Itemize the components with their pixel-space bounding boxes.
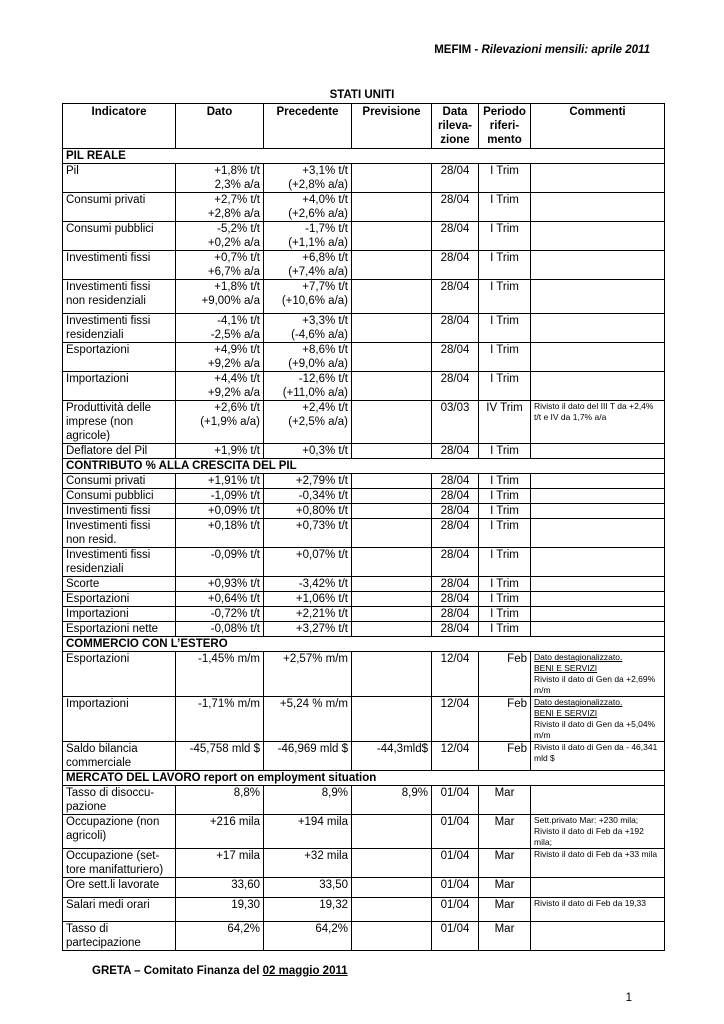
cell-precedente: 8,9% — [264, 786, 352, 815]
cell-precedente — [264, 372, 352, 401]
table-body — [63, 149, 665, 951]
cell-periodo: IV Trim — [479, 401, 531, 444]
cell-dato — [176, 193, 264, 222]
cell-precedente: +0,73% t/t — [264, 519, 352, 548]
cell-data: 03/03 — [432, 401, 479, 444]
cell-precedente-line1: +3,3% t/t — [302, 315, 348, 327]
cell-previsione — [352, 697, 432, 742]
cell-dato — [176, 343, 264, 372]
cell-indicatore: Investimenti fissi non resid. — [63, 519, 176, 548]
cell-periodo: I Trim — [479, 577, 531, 592]
cell-indicatore: Occupazione (non agricoli) — [63, 815, 176, 849]
cell-precedente — [264, 343, 352, 372]
col-data-rilevazione: Data rileva-zione — [432, 104, 479, 149]
cell-precedente-line2: (+2,8% a/a) — [288, 179, 348, 191]
section-commercio — [63, 637, 665, 652]
cell-data: 12/04 — [432, 652, 479, 697]
cell-dato: -0,72% t/t — [176, 607, 264, 622]
cell-commenti — [531, 251, 665, 280]
cell-precedente-line2: (+7,4% a/a) — [288, 266, 348, 278]
cell-data: 28/04 — [432, 193, 479, 222]
cell-precedente-line2: (+2,6% a/a) — [288, 208, 348, 220]
cell-dato-line1: +1,8% t/t — [214, 281, 260, 293]
cell-dato-line1: +4,9% t/t — [214, 344, 260, 356]
cell-data: 01/04 — [432, 878, 479, 898]
cell-commenti — [531, 878, 665, 898]
cell-indicatore: Consumi pubblici — [63, 222, 176, 251]
cell-indicatore: Importazioni — [63, 607, 176, 622]
cell-precedente: +1,06% t/t — [264, 592, 352, 607]
table-row — [63, 577, 665, 592]
footer-date: 02 maggio 2011 — [262, 965, 348, 977]
cell-dato-line2: +0,2% a/a — [207, 237, 260, 249]
cell-dato: +1,91% t/t — [176, 474, 264, 489]
cell-dato: +0,64% t/t — [176, 592, 264, 607]
cell-previsione — [352, 193, 432, 222]
cell-previsione — [352, 652, 432, 697]
cell-dato — [176, 222, 264, 251]
cell-periodo: I Trim — [479, 622, 531, 637]
cell-precedente: 64,2% — [264, 922, 352, 951]
col-previsione: Previsione — [352, 104, 432, 149]
cell-commenti — [531, 922, 665, 951]
cell-previsione — [352, 622, 432, 637]
cell-precedente — [264, 280, 352, 314]
cell-commenti — [531, 444, 665, 459]
cell-commenti — [531, 607, 665, 622]
comment-line2: BENI E SERVIZI — [534, 663, 598, 673]
cell-previsione — [352, 222, 432, 251]
cell-data: 28/04 — [432, 577, 479, 592]
cell-periodo: I Trim — [479, 474, 531, 489]
cell-precedente-line1: +2,4% t/t — [302, 402, 348, 414]
table-row — [63, 251, 665, 280]
cell-dato-line2: +9,00% a/a — [201, 295, 260, 307]
cell-precedente: 33,50 — [264, 878, 352, 898]
cell-dato: +0,09% t/t — [176, 504, 264, 519]
cell-periodo: I Trim — [479, 372, 531, 401]
table-row — [63, 372, 665, 401]
footer — [92, 965, 348, 977]
cell-previsione — [352, 372, 432, 401]
col-dato: Dato — [176, 104, 264, 149]
cell-data: 28/04 — [432, 548, 479, 577]
cell-commenti — [531, 193, 665, 222]
cell-indicatore: Investimenti fissi residenziali — [63, 548, 176, 577]
cell-precedente-line1: -12,6% t/t — [298, 373, 348, 385]
table-row — [63, 444, 665, 459]
cell-commenti: Rivisto il dato di Feb da +33 mila — [531, 849, 665, 878]
cell-precedente: -46,969 mld $ — [264, 742, 352, 771]
cell-data: 28/04 — [432, 251, 479, 280]
cell-periodo: Feb — [479, 742, 531, 771]
cell-previsione — [352, 548, 432, 577]
cell-dato-line1: +2,7% t/t — [214, 194, 260, 206]
indicators-table — [62, 103, 665, 951]
cell-precedente — [264, 222, 352, 251]
table-row — [63, 343, 665, 372]
cell-periodo: I Trim — [479, 607, 531, 622]
cell-periodo: Mar — [479, 922, 531, 951]
footer-prefix: GRETA – Comitato Finanza del — [92, 965, 263, 977]
cell-indicatore: Saldo bilancia commerciale — [63, 742, 176, 771]
cell-previsione — [352, 519, 432, 548]
cell-dato: +0,18% t/t — [176, 519, 264, 548]
cell-data: 01/04 — [432, 898, 479, 922]
cell-dato — [176, 164, 264, 193]
cell-indicatore: Esportazioni nette — [63, 622, 176, 637]
cell-dato-line1: +4,4% t/t — [214, 373, 260, 385]
table-row — [63, 898, 665, 922]
cell-precedente — [264, 251, 352, 280]
cell-dato: 8,8% — [176, 786, 264, 815]
cell-commenti — [531, 548, 665, 577]
cell-periodo: I Trim — [479, 519, 531, 548]
cell-dato-line1: -4,1% t/t — [217, 315, 260, 327]
cell-previsione — [352, 922, 432, 951]
cell-previsione — [352, 849, 432, 878]
col-commenti: Commenti — [531, 104, 665, 149]
col-periodo: Periodo riferi-mento — [479, 104, 531, 149]
cell-dato-line1: +0,7% t/t — [214, 252, 260, 264]
cell-indicatore: Salari medi orari — [63, 898, 176, 922]
cell-precedente-line2: (+10,6% a/a) — [281, 295, 348, 307]
cell-precedente — [264, 164, 352, 193]
cell-precedente-line1: -1,7% t/t — [305, 223, 348, 235]
cell-dato-line1: -5,2% t/t — [217, 223, 260, 235]
comment-line3: Rivisto il dato di Gen da +5,04% m/m — [534, 719, 656, 740]
page-header — [434, 44, 650, 56]
cell-previsione: 8,9% — [352, 786, 432, 815]
cell-previsione — [352, 343, 432, 372]
cell-commenti — [531, 652, 665, 697]
cell-precedente-line2: (+1,1% a/a) — [288, 237, 348, 249]
cell-data: 28/04 — [432, 444, 479, 459]
cell-commenti — [531, 786, 665, 815]
cell-indicatore: Investimenti fissi — [63, 251, 176, 280]
cell-dato: 64,2% — [176, 922, 264, 951]
cell-precedente: +2,57% m/m — [264, 652, 352, 697]
cell-data: 28/04 — [432, 504, 479, 519]
table-row — [63, 786, 665, 815]
cell-previsione — [352, 444, 432, 459]
cell-dato — [176, 280, 264, 314]
cell-periodo: Mar — [479, 815, 531, 849]
cell-periodo: I Trim — [479, 548, 531, 577]
cell-data: 28/04 — [432, 343, 479, 372]
section-lavoro-label: MERCATO DEL LAVORO report on employment situation — [63, 771, 665, 786]
cell-data: 28/04 — [432, 622, 479, 637]
table-row — [63, 652, 665, 697]
cell-precedente: +194 mila — [264, 815, 352, 849]
cell-commenti — [531, 372, 665, 401]
section-contributo — [63, 459, 665, 474]
table-row — [63, 878, 665, 898]
cell-dato — [176, 372, 264, 401]
cell-periodo: I Trim — [479, 251, 531, 280]
cell-commenti — [531, 519, 665, 548]
cell-commenti — [531, 592, 665, 607]
cell-dato-line2: (+1,9% a/a) — [200, 416, 260, 428]
header-org: MEFIM - — [434, 44, 482, 56]
table-row — [63, 622, 665, 637]
cell-previsione — [352, 577, 432, 592]
cell-indicatore: Importazioni — [63, 697, 176, 742]
table-row — [63, 474, 665, 489]
cell-data: 12/04 — [432, 697, 479, 742]
cell-periodo: Mar — [479, 849, 531, 878]
cell-indicatore: Esportazioni — [63, 343, 176, 372]
cell-dato: -1,45% m/m — [176, 652, 264, 697]
cell-data: 01/04 — [432, 922, 479, 951]
table-row — [63, 401, 665, 444]
cell-precedente: -0,34% t/t — [264, 489, 352, 504]
cell-previsione — [352, 314, 432, 343]
page-number: 1 — [625, 992, 632, 1004]
cell-dato: 19,30 — [176, 898, 264, 922]
cell-indicatore: Investimenti fissi residenziali — [63, 314, 176, 343]
table-row — [63, 849, 665, 878]
cell-precedente — [264, 193, 352, 222]
cell-previsione — [352, 815, 432, 849]
cell-indicatore: Consumi privati — [63, 193, 176, 222]
comment-line2: BENI E SERVIZI — [534, 708, 598, 718]
cell-periodo: I Trim — [479, 489, 531, 504]
table-row — [63, 164, 665, 193]
cell-commenti — [531, 577, 665, 592]
cell-previsione — [352, 401, 432, 444]
cell-periodo: I Trim — [479, 444, 531, 459]
cell-commenti — [531, 504, 665, 519]
table-row — [63, 280, 665, 314]
cell-precedente — [264, 401, 352, 444]
cell-indicatore: Ore sett.li lavorate — [63, 878, 176, 898]
cell-periodo: I Trim — [479, 504, 531, 519]
cell-commenti: Rivisto il dato di Feb da 19,33 — [531, 898, 665, 922]
cell-precedente: 19,32 — [264, 898, 352, 922]
cell-periodo: I Trim — [479, 592, 531, 607]
cell-dato-line1: +1,8% t/t — [214, 165, 260, 177]
col-precedente: Precedente — [264, 104, 352, 149]
section-commercio-label: COMMERCIO CON L’ESTERO — [63, 637, 665, 652]
cell-indicatore: Pil — [63, 164, 176, 193]
cell-dato-line2: +6,7% a/a — [207, 266, 260, 278]
cell-previsione: -44,3mld$ — [352, 742, 432, 771]
table-row — [63, 504, 665, 519]
cell-data: 28/04 — [432, 489, 479, 504]
table-row — [63, 222, 665, 251]
cell-commenti — [531, 222, 665, 251]
cell-dato: +0,93% t/t — [176, 577, 264, 592]
cell-commenti — [531, 622, 665, 637]
cell-data: 01/04 — [432, 849, 479, 878]
cell-dato-line2: +9,2% a/a — [207, 387, 260, 399]
cell-previsione — [352, 592, 432, 607]
cell-data: 01/04 — [432, 815, 479, 849]
cell-precedente: +0,80% t/t — [264, 504, 352, 519]
cell-precedente-line1: +7,7% t/t — [302, 281, 348, 293]
cell-periodo: Mar — [479, 878, 531, 898]
cell-precedente-line2: (+11,0% a/a) — [282, 387, 348, 399]
cell-precedente: +3,27% t/t — [264, 622, 352, 637]
cell-indicatore: Tasso di disoccu-pazione — [63, 786, 176, 815]
cell-periodo: I Trim — [479, 222, 531, 251]
table-row — [63, 519, 665, 548]
cell-dato: 33,60 — [176, 878, 264, 898]
cell-dato — [176, 401, 264, 444]
cell-periodo: I Trim — [479, 164, 531, 193]
cell-periodo: I Trim — [479, 343, 531, 372]
cell-dato-line2: -2,5% a/a — [210, 329, 260, 341]
cell-precedente: +32 mila — [264, 849, 352, 878]
cell-indicatore: Investimenti fissi non residenziali — [63, 280, 176, 314]
comment-line1: Dato destagionalizzato. — [534, 652, 623, 662]
cell-data: 12/04 — [432, 742, 479, 771]
section-contributo-label: CONTRIBUTO % ALLA CRESCITA DEL PIL — [63, 459, 665, 474]
cell-indicatore: Deflatore del Pil — [63, 444, 176, 459]
cell-precedente-line2: (-4,6% a/a) — [291, 329, 348, 341]
cell-dato-line2: 2,3% a/a — [214, 179, 260, 191]
cell-indicatore: Consumi pubblici — [63, 489, 176, 504]
cell-precedente-line1: +6,8% t/t — [302, 252, 348, 264]
cell-commenti — [531, 489, 665, 504]
cell-dato — [176, 444, 264, 459]
cell-previsione — [352, 898, 432, 922]
cell-precedente-line2: (+2,5% a/a) — [288, 416, 348, 428]
cell-precedente: -3,42% t/t — [264, 577, 352, 592]
country-title: STATI UNITI — [329, 89, 395, 101]
cell-data: 28/04 — [432, 314, 479, 343]
comment-line1: Rivisto il dato di Gen da - 46,341 mld $ — [534, 742, 658, 763]
col-indicatore: Indicatore — [63, 104, 176, 149]
cell-commenti — [531, 343, 665, 372]
cell-commenti: Rivisto il dato del III T da +2,4% t/t e IV da 1,7% a/a — [531, 401, 665, 444]
cell-previsione — [352, 489, 432, 504]
cell-indicatore: Scorte — [63, 577, 176, 592]
cell-data: 28/04 — [432, 519, 479, 548]
cell-precedente-line1: +3,1% t/t — [302, 165, 348, 177]
cell-indicatore: Produttività delle imprese (non agricole) — [63, 401, 176, 444]
cell-precedente — [264, 444, 352, 459]
cell-dato: -1,71% m/m — [176, 697, 264, 742]
cell-commenti: Sett.privato Mar: +230 mila; Rivisto il dato di Feb da +192 mila; — [531, 815, 665, 849]
cell-previsione — [352, 607, 432, 622]
cell-periodo: Mar — [479, 786, 531, 815]
cell-data: 28/04 — [432, 372, 479, 401]
cell-dato — [176, 251, 264, 280]
cell-commenti — [531, 280, 665, 314]
table-row — [63, 815, 665, 849]
cell-data: 28/04 — [432, 592, 479, 607]
cell-data: 28/04 — [432, 222, 479, 251]
cell-dato — [176, 314, 264, 343]
cell-indicatore: Esportazioni — [63, 652, 176, 697]
cell-dato: +17 mila — [176, 849, 264, 878]
cell-commenti — [531, 742, 665, 771]
cell-periodo: Feb — [479, 652, 531, 697]
cell-commenti — [531, 474, 665, 489]
cell-data: 28/04 — [432, 164, 479, 193]
cell-data: 28/04 — [432, 280, 479, 314]
table-header-row — [63, 104, 665, 149]
cell-previsione — [352, 878, 432, 898]
cell-dato: +216 mila — [176, 815, 264, 849]
table-row — [63, 548, 665, 577]
cell-precedente-line2: (+9,0% a/a) — [288, 358, 348, 370]
section-pil-label: PIL REALE — [63, 149, 665, 164]
header-subtitle: Rilevazioni mensili: aprile 2011 — [481, 44, 650, 56]
cell-commenti — [531, 164, 665, 193]
cell-indicatore: Tasso di partecipazione — [63, 922, 176, 951]
table-row — [63, 742, 665, 771]
cell-dato: -1,09% t/t — [176, 489, 264, 504]
cell-data: 01/04 — [432, 786, 479, 815]
comment-line3: Rivisto il dato di Gen da +2,69% m/m — [534, 674, 656, 695]
cell-indicatore: Importazioni — [63, 372, 176, 401]
cell-precedente: +2,79% t/t — [264, 474, 352, 489]
cell-precedente — [264, 314, 352, 343]
cell-dato-line1: +1,9% t/t — [214, 445, 260, 457]
table-row — [63, 592, 665, 607]
table-row — [63, 489, 665, 504]
cell-indicatore: Occupazione (set-tore manifatturiero) — [63, 849, 176, 878]
comment-line1: Dato destagionalizzato. — [534, 697, 623, 707]
cell-previsione — [352, 474, 432, 489]
section-lavoro — [63, 771, 665, 786]
cell-periodo: Feb — [479, 697, 531, 742]
cell-indicatore: Investimenti fissi — [63, 504, 176, 519]
cell-precedente-line1: +4,0% t/t — [302, 194, 348, 206]
cell-precedente: +0,07% t/t — [264, 548, 352, 577]
table-row — [63, 314, 665, 343]
table-row — [63, 607, 665, 622]
cell-precedente-line1: +0,3% t/t — [302, 445, 348, 457]
table-row — [63, 193, 665, 222]
cell-data: 28/04 — [432, 607, 479, 622]
table-row — [63, 922, 665, 951]
cell-dato-line2: +9,2% a/a — [207, 358, 260, 370]
cell-dato: -0,08% t/t — [176, 622, 264, 637]
cell-previsione — [352, 504, 432, 519]
cell-periodo: I Trim — [479, 280, 531, 314]
cell-periodo: I Trim — [479, 314, 531, 343]
cell-dato: -45,758 mld $ — [176, 742, 264, 771]
cell-indicatore: Consumi privati — [63, 474, 176, 489]
cell-dato-line1: +2,6% t/t — [214, 402, 260, 414]
cell-previsione — [352, 164, 432, 193]
cell-periodo: Mar — [479, 898, 531, 922]
cell-precedente-line1: +8,6% t/t — [302, 344, 348, 356]
cell-precedente: +2,21% t/t — [264, 607, 352, 622]
cell-previsione — [352, 251, 432, 280]
cell-previsione — [352, 280, 432, 314]
table-row — [63, 697, 665, 742]
cell-indicatore: Esportazioni — [63, 592, 176, 607]
cell-precedente: +5,24 % m/m — [264, 697, 352, 742]
cell-data: 28/04 — [432, 474, 479, 489]
section-pil — [63, 149, 665, 164]
cell-dato: -0,09% t/t — [176, 548, 264, 577]
cell-commenti — [531, 314, 665, 343]
cell-commenti — [531, 697, 665, 742]
cell-periodo: I Trim — [479, 193, 531, 222]
cell-dato-line2: +2,8% a/a — [207, 208, 260, 220]
